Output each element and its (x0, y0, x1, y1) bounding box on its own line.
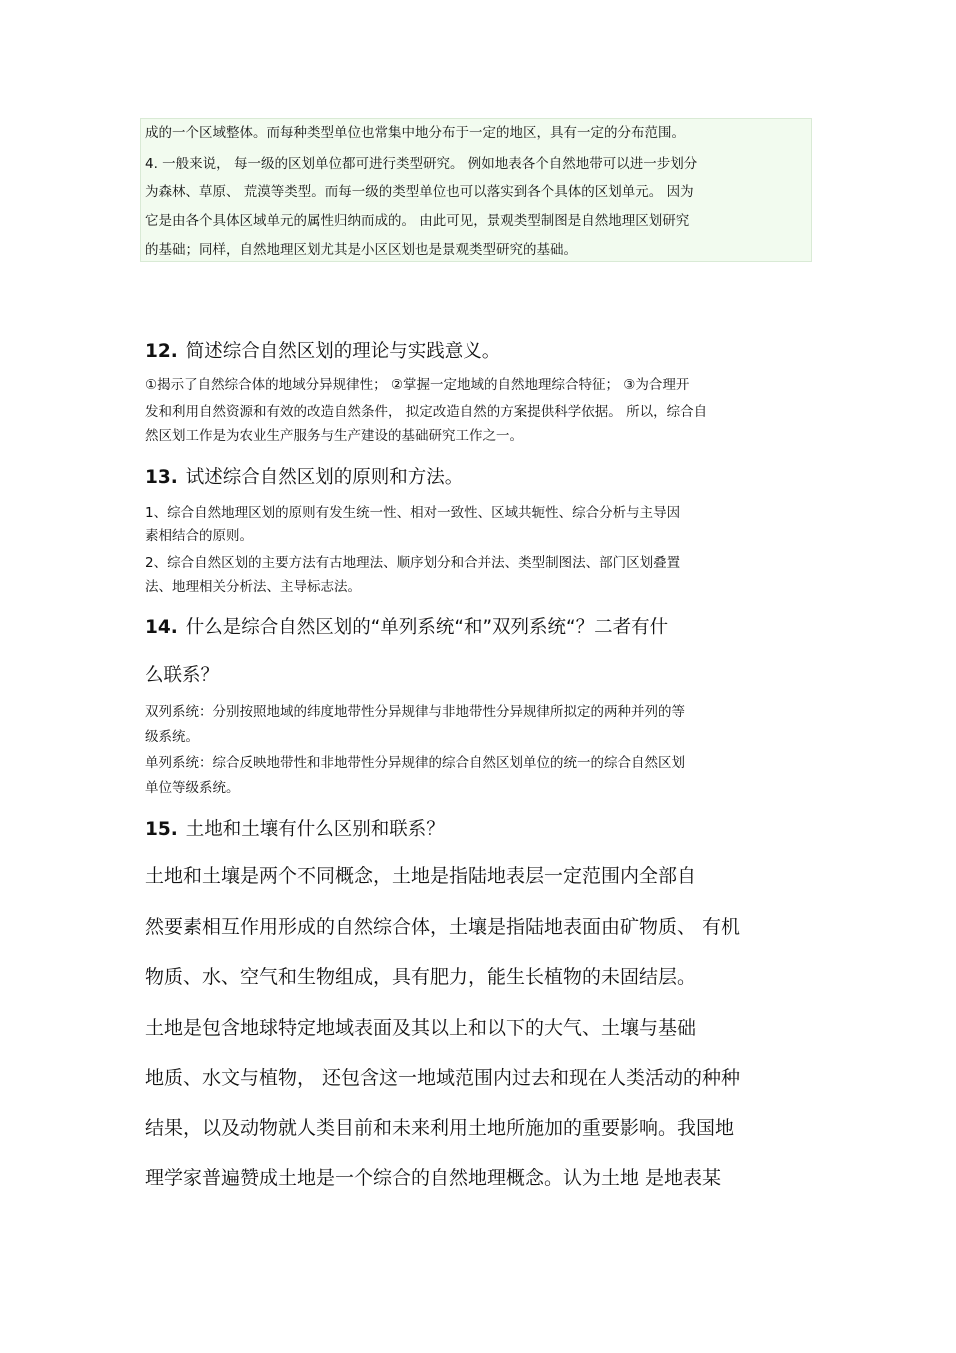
answer-paragraph-line: 地质、水文与植物， 还包含这一地域范围内过去和现在人类活动的种种 (145, 1067, 741, 1089)
answer-line: 单列系统：综合反映地带性和非地带性分异规律的综合自然区划单位的统一的综合自然区划 (145, 755, 685, 771)
answer-line: 2、综合自然区划的主要方法有古地理法、顺序划分和合并法、类型制图法、部门区划叠置 (145, 555, 681, 571)
answer-line: 单位等级系统。 (145, 780, 240, 796)
question-title: 简述综合自然区划的理论与实践意义。 (185, 341, 501, 362)
answer-paragraph-line: 物质、水、空气和生物组成，具有肥力，能生长植物的未固结层。 (145, 966, 697, 988)
passage-line: 4. 一般来说， 每一级的区划单位都可进行类型研究。 例如地表各个自然地带可以进一步划分 (145, 156, 698, 172)
answer-paragraph-line: 然要素相互作用形成的自然综合体，土壤是指陆地表面由矿物质、 有机 (145, 916, 741, 938)
answer-line: 双列系统：分别按照地域的纬度地带性分异规律与非地带性分异规律所拟定的两种并列的等 (145, 704, 685, 720)
question-title: 土地和土壤有什么区别和联系？ (185, 819, 445, 840)
question-number: 14. (145, 617, 178, 638)
question-15-heading (145, 818, 445, 842)
question-number: 13. (145, 467, 178, 488)
answer-line: 然区划工作是为农业生产服务与生产建设的基础研究工作之一。 (145, 428, 523, 444)
question-13-heading (145, 466, 463, 490)
question-title: 试述综合自然区划的原则和方法。 (185, 467, 464, 488)
answer-line: 法、地理相关分析法、主导标志法。 (145, 579, 361, 595)
answer-paragraph-line: 土地和土壤是两个不同概念，土地是指陆地表层一定范围内全部自 (145, 865, 697, 887)
passage-line: 它是由各个具体区域单元的属性归纳而成的。 由此可见，景观类型制图是自然地理区划研究 (145, 213, 690, 229)
question-number: 12. (145, 341, 178, 362)
passage-line: 为森林、草原、 荒漠等类型。而每一级的类型单位也可以落实到各个具体的区划单元。 因为 (145, 184, 694, 200)
answer-line: 级系统。 (145, 729, 199, 745)
answer-line: 1、综合自然地理区划的原则有发生统一性、相对一致性、区域共轭性、综合分析与主导因 (145, 505, 681, 521)
answer-paragraph-line: 土地是包含地球特定地域表面及其以上和以下的大气、土壤与基础 (145, 1017, 697, 1039)
question-title: 什么是综合自然区划的“单列系统“和”双列系统“？二者有什 (185, 617, 669, 638)
question-14-heading (145, 616, 668, 640)
question-12-heading (145, 340, 500, 364)
answer-paragraph-line: 理学家普遍赞成土地是一个综合的自然地理概念。认为土地 是地表某 (145, 1167, 722, 1189)
question-number: 15. (145, 819, 178, 840)
answer-line: 素相结合的原则。 (145, 528, 253, 544)
answer-line: ①揭示了自然综合体的地域分异规律性； ②掌握一定地域的自然地理综合特征； ③为合理开 (145, 377, 690, 393)
question-14-heading-cont: 么联系？ (145, 665, 220, 686)
passage-line: 成的一个区域整体。而每种类型单位也常集中地分布于一定的地区，具有一定的分布范围。 (145, 125, 685, 141)
answer-line: 发和利用自然资源和有效的改造自然条件， 拟定改造自然的方案提供科学依据。 所以，综合自 (145, 404, 708, 420)
answer-paragraph-line: 结果，以及动物就人类目前和未来利用土地所施加的重要影响。我国地 (145, 1117, 735, 1139)
passage-line: 的基础；同样，自然地理区划尤其是小区区划也是景观类型研究的基础。 (145, 242, 577, 258)
